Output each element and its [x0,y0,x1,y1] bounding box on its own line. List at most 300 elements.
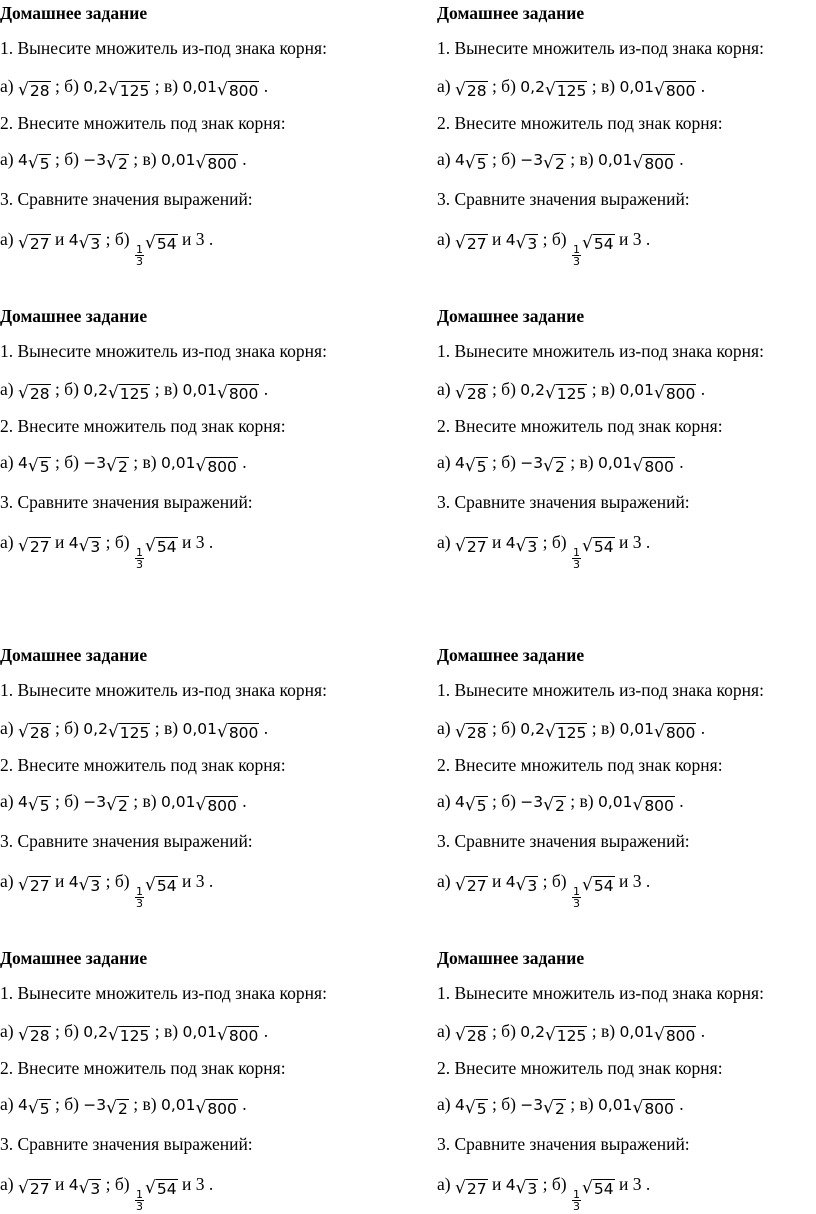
radical-sign-icon: √ [106,795,117,815]
task-3-text: 3. Сравните значения выражений: [437,492,690,512]
task-1-expressions [0,76,268,100]
label-a: а) [437,149,451,169]
separator: ; в) [570,791,594,811]
sqrt-expression [195,1098,237,1118]
radicand: 2 [118,155,128,173]
sqrt-expression [455,875,488,895]
radicand: 3 [527,235,538,253]
radical-sign-icon: √ [582,875,593,895]
coefficient: 0,01 [597,151,633,169]
coefficient: 0,01 [619,381,654,399]
separator: ; в) [133,452,157,472]
coefficient: −3 [83,454,107,472]
radicand: 27 [29,235,50,253]
label-a: а) [437,871,451,891]
radicand: 27 [29,877,50,895]
task-2-expressions [0,791,247,815]
task-2-expressions [437,149,684,173]
task-1-text: 1. Вынесите множитель из-под знака корня: [437,38,764,58]
label-a: а) [0,379,14,399]
label-a: а) [0,149,14,169]
sqrt-expression [654,80,696,100]
separator: ; б) [491,76,516,96]
fraction-numerator: 1 [573,885,580,898]
separator: ; б) [54,1021,79,1041]
radicand: 125 [119,82,150,100]
radicand: 5 [39,155,50,173]
sqrt-expression [18,383,51,403]
separator: ; в) [591,718,616,738]
period: . [208,1174,214,1194]
sqrt-expression [217,1025,259,1045]
task-1-text: 1. Вынесите множитель из-под знака корня: [0,341,327,361]
period: . [208,532,214,552]
separator: ; б) [491,149,516,169]
sqrt-expression [543,153,566,173]
sqrt-expression [217,722,259,742]
task-2-text: 2. Внесите множитель под знак корня: [0,755,286,775]
radicand: 800 [644,155,674,173]
coefficient: 4 [505,1176,516,1194]
radical-sign-icon: √ [195,153,207,173]
radicand: 3 [527,1180,538,1198]
label-a: а) [437,791,451,811]
fraction-denominator: 3 [136,897,143,910]
task-2-text: 2. Внесите множитель под знак корня: [0,416,286,436]
radicand: 3 [527,877,538,895]
sqrt-expression [632,456,674,476]
period: . [208,871,214,891]
radical-sign-icon: √ [582,536,593,556]
radicand: 27 [466,1180,487,1198]
period: . [242,791,247,811]
radical-sign-icon: √ [454,536,466,556]
period: . [263,718,269,738]
sqrt-expression [455,80,488,100]
radicand: 3 [90,877,101,895]
sqrt-expression [28,1098,51,1118]
radicand: 28 [466,82,487,100]
radical-sign-icon: √ [464,795,476,815]
coefficient: −3 [83,1096,107,1114]
period: . [263,76,269,96]
sqrt-expression [516,233,539,253]
radical-sign-icon: √ [106,153,117,173]
separator: ; б) [491,379,516,399]
radicand: 54 [593,1180,614,1198]
radical-sign-icon: √ [653,383,665,403]
sqrt-expression [543,456,566,476]
coefficient: 0,01 [160,151,196,169]
sqrt-expression [195,456,237,476]
radicand: 125 [556,724,587,742]
task-1-text: 1. Вынесите множитель из-под знака корня: [0,38,327,58]
radical-sign-icon: √ [454,1178,466,1198]
sqrt-expression [217,383,259,403]
coefficient: 0,01 [619,1023,654,1041]
task-1-expressions [437,76,705,100]
sqrt-expression [465,795,488,815]
radical-sign-icon: √ [515,233,527,253]
sqrt-expression [516,875,539,895]
sqrt-expression [79,875,102,895]
task-3-text: 3. Сравните значения выражений: [437,1134,690,1154]
radical-sign-icon: √ [543,456,554,476]
separator: ; б) [54,791,79,811]
sqrt-expression [582,233,615,253]
label-a: а) [0,452,14,472]
conjunction: и [54,1174,65,1194]
separator: ; б) [54,76,79,96]
radicand: 3 [527,538,538,556]
fraction-denominator: 3 [136,1200,143,1213]
sqrt-expression [545,80,587,100]
fraction [135,244,144,267]
label-a: а) [0,1094,14,1114]
sqrt-expression [455,1025,488,1045]
fraction-numerator: 1 [136,1188,143,1201]
task-3-expressions [437,532,650,570]
task-1-text: 1. Вынесите множитель из-под знака корня: [437,680,764,700]
label-a: а) [0,532,14,552]
radicand: 800 [228,1027,259,1045]
fraction-numerator: 1 [136,243,143,256]
radicand: 125 [119,385,150,403]
task-2-text: 2. Внесите множитель под знак корня: [437,416,723,436]
fraction [572,244,581,267]
period: . [645,229,651,249]
radicand: 800 [665,82,696,100]
radical-sign-icon: √ [27,795,39,815]
conjunction: и [54,532,65,552]
sqrt-expression [79,1178,102,1198]
radicand: 800 [665,724,696,742]
fraction [135,1189,144,1212]
task-1-expressions [0,1021,268,1045]
card-title: Домашнее задание [437,306,585,326]
fraction-denominator: 3 [136,558,143,571]
sqrt-expression [455,722,488,742]
radical-sign-icon: √ [454,233,466,253]
radical-sign-icon: √ [107,1025,119,1045]
card-title: Домашнее задание [437,645,585,665]
sqrt-expression [545,383,587,403]
card-title: Домашнее задание [0,306,148,326]
coefficient: 4 [505,534,516,552]
sqrt-expression [455,233,488,253]
radicand: 54 [156,1180,177,1198]
separator: ; в) [591,76,616,96]
task-2-text: 2. Внесите множитель под знак корня: [0,1058,286,1078]
separator: ; в) [133,791,157,811]
radical-sign-icon: √ [515,1178,527,1198]
label-a: а) [437,1021,451,1041]
conjunction: и 3 [618,1174,642,1194]
sqrt-expression [106,795,129,815]
conjunction: и [491,229,502,249]
radicand: 2 [118,797,128,815]
task-3-expressions [437,1174,650,1212]
coefficient: 0,01 [160,454,196,472]
task-2-expressions [0,149,247,173]
task-2-text: 2. Внесите множитель под знак корня: [437,113,723,133]
separator: ; в) [570,149,594,169]
radical-sign-icon: √ [515,875,527,895]
coefficient: 0,2 [83,78,108,96]
period: . [700,1021,706,1041]
card-title: Домашнее задание [0,948,148,968]
sqrt-expression [108,80,150,100]
coefficient: 0,01 [160,793,196,811]
sqrt-expression [632,1098,674,1118]
fraction [572,1189,581,1212]
radicand: 5 [476,155,487,173]
sqrt-expression [217,80,259,100]
task-2-expressions [0,1094,247,1118]
radical-sign-icon: √ [632,456,644,476]
conjunction: и 3 [618,871,642,891]
sqrt-expression [632,795,674,815]
task-3-expressions [0,871,213,909]
radical-sign-icon: √ [632,1098,644,1118]
separator: ; в) [154,718,179,738]
radicand: 28 [29,1027,50,1045]
coefficient: 0,2 [520,1023,545,1041]
task-3-text: 3. Сравните значения выражений: [0,1134,253,1154]
radicand: 800 [207,797,237,815]
radical-sign-icon: √ [106,1098,117,1118]
radical-sign-icon: √ [145,536,156,556]
radical-sign-icon: √ [145,1178,156,1198]
radicand: 27 [466,538,487,556]
radical-sign-icon: √ [17,1025,29,1045]
coefficient: 0,01 [597,454,633,472]
radicand: 2 [555,155,565,173]
radical-sign-icon: √ [145,875,156,895]
task-1-expressions [437,718,705,742]
separator: ; б) [54,149,79,169]
separator: ; в) [570,1094,594,1114]
coefficient: 0,01 [597,793,633,811]
coefficient: 0,01 [597,1096,633,1114]
radicand: 800 [665,385,696,403]
separator: ; б) [542,1174,567,1194]
sqrt-expression [79,233,102,253]
sqrt-expression [195,795,237,815]
period: . [263,379,269,399]
label-a: а) [0,76,14,96]
conjunction: и 3 [618,229,642,249]
radical-sign-icon: √ [544,80,556,100]
radicand: 5 [39,1100,50,1118]
coefficient: 0,01 [619,720,654,738]
sqrt-expression [18,233,51,253]
separator: ; б) [491,452,516,472]
radicand: 5 [39,797,50,815]
radicand: 27 [29,538,50,556]
label-a: а) [437,1094,451,1114]
radical-sign-icon: √ [17,383,29,403]
conjunction: и [54,229,65,249]
fraction-numerator: 1 [573,1188,580,1201]
card-title: Домашнее задание [0,645,148,665]
task-1-expressions [0,379,268,403]
radical-sign-icon: √ [515,536,527,556]
period: . [679,452,684,472]
sqrt-expression [106,456,129,476]
coefficient: −3 [520,454,544,472]
sqrt-expression [516,536,539,556]
separator: ; в) [591,379,616,399]
sqrt-expression [28,456,51,476]
task-2-expressions [0,452,247,476]
sqrt-expression [543,1098,566,1118]
sqrt-expression [145,875,178,895]
fraction-numerator: 1 [573,546,580,559]
radical-sign-icon: √ [145,233,156,253]
fraction-denominator: 3 [573,1200,580,1213]
radicand: 28 [29,82,50,100]
separator: ; б) [105,229,130,249]
radical-sign-icon: √ [216,722,228,742]
sqrt-expression [18,875,51,895]
radicand: 5 [476,458,487,476]
sqrt-expression [18,722,51,742]
task-2-expressions [437,1094,684,1118]
separator: ; б) [491,1094,516,1114]
fraction-numerator: 1 [136,885,143,898]
sqrt-expression [108,1025,150,1045]
radicand: 54 [156,877,177,895]
radical-sign-icon: √ [17,80,29,100]
radical-sign-icon: √ [78,233,90,253]
sqrt-expression [18,536,51,556]
task-3-text: 3. Сравните значения выражений: [0,492,253,512]
sqrt-expression [455,1178,488,1198]
separator: ; в) [591,1021,616,1041]
sqrt-expression [582,875,615,895]
period: . [645,532,651,552]
separator: ; б) [491,718,516,738]
radical-sign-icon: √ [653,1025,665,1045]
radicand: 54 [593,877,614,895]
sqrt-expression [582,1178,615,1198]
fraction [135,547,144,570]
separator: ; б) [105,532,130,552]
fraction [572,886,581,909]
label-a: а) [437,532,451,552]
radical-sign-icon: √ [195,456,207,476]
radicand: 28 [466,1027,487,1045]
sqrt-expression [106,153,129,173]
task-2-expressions [437,452,684,476]
radical-sign-icon: √ [216,80,228,100]
radicand: 28 [466,724,487,742]
radicand: 54 [593,235,614,253]
coefficient: 4 [454,1096,465,1114]
conjunction: и 3 [181,532,205,552]
label-a: а) [0,871,14,891]
coefficient: 4 [17,151,28,169]
radicand: 800 [644,1100,674,1118]
sqrt-expression [28,795,51,815]
sqrt-expression [195,153,237,173]
period: . [242,1094,247,1114]
coefficient: 0,01 [182,78,217,96]
radicand: 5 [476,797,487,815]
task-3-text: 3. Сравните значения выражений: [0,831,253,851]
separator: ; б) [54,1094,79,1114]
separator: ; б) [54,452,79,472]
label-a: а) [437,452,451,472]
coefficient: −3 [520,1096,544,1114]
task-2-text: 2. Внесите множитель под знак корня: [0,113,286,133]
conjunction: и 3 [181,229,205,249]
radical-sign-icon: √ [454,1025,466,1045]
task-3-expressions [0,532,213,570]
label-a: а) [437,718,451,738]
fraction [135,886,144,909]
radical-sign-icon: √ [106,456,117,476]
sqrt-expression [455,536,488,556]
sqrt-expression [18,1178,51,1198]
separator: ; в) [570,452,594,472]
radicand: 54 [156,235,177,253]
task-1-expressions [437,1021,705,1045]
separator: ; б) [542,532,567,552]
radicand: 125 [556,385,587,403]
radical-sign-icon: √ [544,1025,556,1045]
separator: ; б) [542,871,567,891]
separator: ; б) [491,1021,516,1041]
coefficient: −3 [520,793,544,811]
radical-sign-icon: √ [454,80,466,100]
conjunction: и 3 [618,532,642,552]
label-a: а) [0,791,14,811]
radicand: 27 [466,235,487,253]
radical-sign-icon: √ [216,1025,228,1045]
sqrt-expression [465,456,488,476]
radical-sign-icon: √ [195,1098,207,1118]
radical-sign-icon: √ [195,795,207,815]
radicand: 800 [207,458,237,476]
label-a: а) [0,229,14,249]
radicand: 800 [228,82,259,100]
coefficient: 4 [17,793,28,811]
coefficient: −3 [83,793,107,811]
radical-sign-icon: √ [27,1098,39,1118]
radicand: 800 [644,458,674,476]
radicand: 800 [644,797,674,815]
sqrt-expression [545,722,587,742]
task-1-text: 1. Вынесите множитель из-под знака корня: [0,983,327,1003]
fraction-denominator: 3 [136,255,143,268]
radicand: 2 [555,1100,565,1118]
radical-sign-icon: √ [78,1178,90,1198]
radical-sign-icon: √ [464,153,476,173]
fraction-numerator: 1 [136,546,143,559]
radical-sign-icon: √ [454,383,466,403]
period: . [242,452,247,472]
conjunction: и [491,871,502,891]
period: . [700,379,706,399]
sqrt-expression [582,536,615,556]
task-1-text: 1. Вынесите множитель из-под знака корня: [0,680,327,700]
coefficient: 4 [17,1096,28,1114]
radical-sign-icon: √ [27,456,39,476]
radical-sign-icon: √ [107,722,119,742]
coefficient: 0,01 [182,720,217,738]
